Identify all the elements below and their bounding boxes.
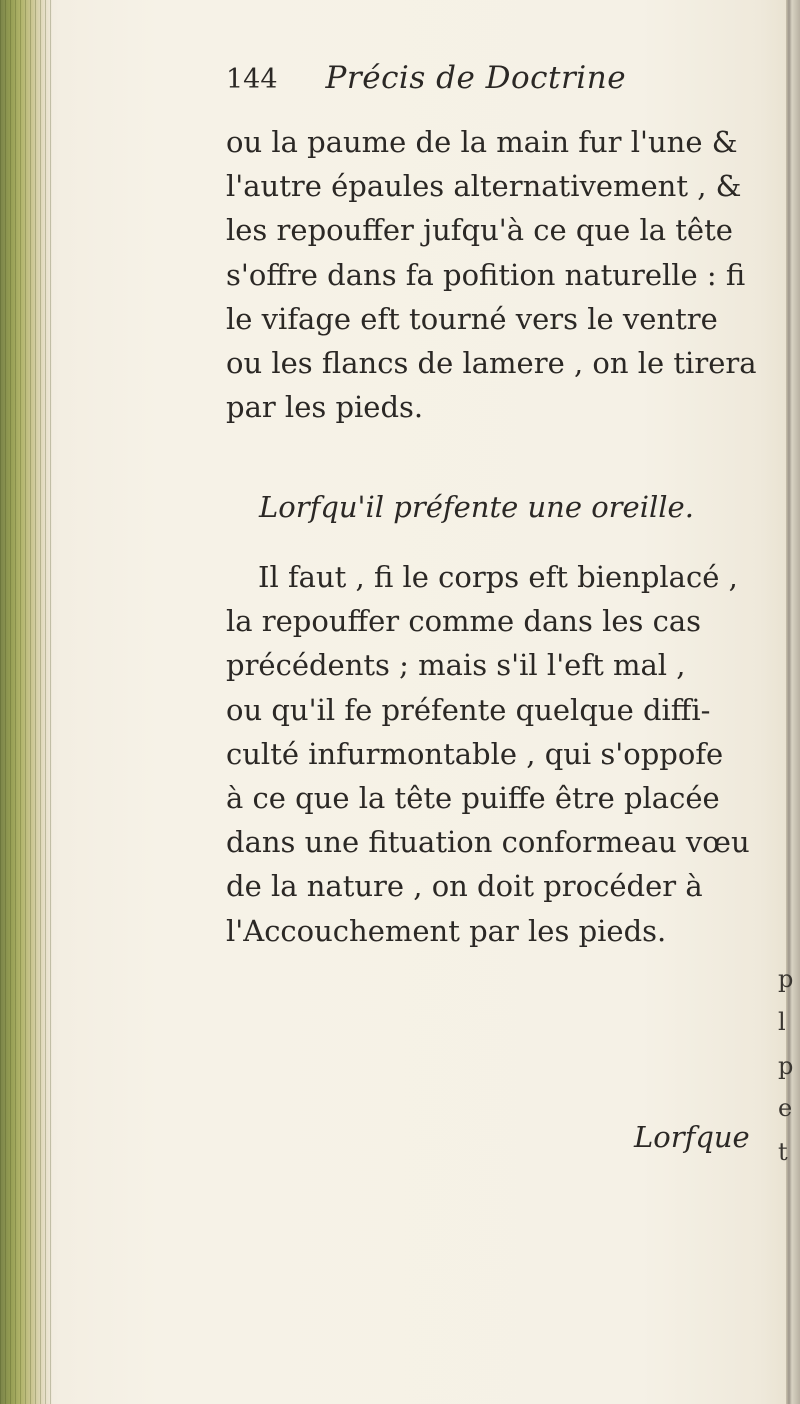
text-line: s'offre dans fa pofition naturelle : fi bbox=[226, 257, 746, 292]
text-line: par les pieds. bbox=[226, 390, 424, 425]
next-page-letter: p bbox=[778, 1052, 794, 1080]
running-title: Précis de Doctrine bbox=[325, 60, 627, 96]
text-line: la repouffer comme dans les cas bbox=[226, 604, 702, 639]
next-page-edge bbox=[786, 0, 800, 1404]
binding-texture bbox=[0, 0, 52, 1404]
text-line: dans une fituation conformeau vœu bbox=[226, 825, 750, 860]
text-line: le vifage eft tourné vers le ventre bbox=[226, 301, 718, 336]
text-line: l'Accouchement par les pieds. bbox=[226, 913, 667, 948]
text-line: de la nature , on doit procéder à bbox=[226, 869, 703, 904]
next-page-letter: l bbox=[778, 1008, 786, 1036]
paragraph-1 bbox=[226, 120, 786, 429]
section-subheading: Lorfqu'il préfente une oreille. bbox=[259, 490, 694, 524]
page-header bbox=[226, 60, 626, 110]
text-line: à ce que la tête puiffe être placée bbox=[226, 780, 720, 815]
page-number: 144 bbox=[226, 64, 278, 95]
text-line: ou les flancs de lamere , on le tirera bbox=[226, 345, 757, 380]
text-line: culté infurmontable , qui s'oppofe bbox=[226, 736, 724, 771]
next-page-letter: p bbox=[778, 965, 794, 993]
catchword: Lorfque bbox=[634, 1120, 750, 1154]
next-page-letter: e bbox=[778, 1094, 793, 1122]
text-line: ou qu'il fe préfente quelque diffi- bbox=[226, 692, 711, 727]
next-page-letter: t bbox=[778, 1138, 788, 1166]
text-line: l'autre épaules alternativement , & bbox=[226, 169, 742, 204]
paragraph-2 bbox=[226, 555, 786, 953]
text-line: Il faut , fi le corps eft bienplacé , bbox=[258, 560, 738, 594]
text-line: précédents ; mais s'il l'eft mal , bbox=[226, 648, 686, 683]
text-line: les repouffer jufqu'à ce que la tête bbox=[226, 213, 733, 248]
text-line: ou la paume de la main fur l'une & bbox=[226, 125, 738, 159]
